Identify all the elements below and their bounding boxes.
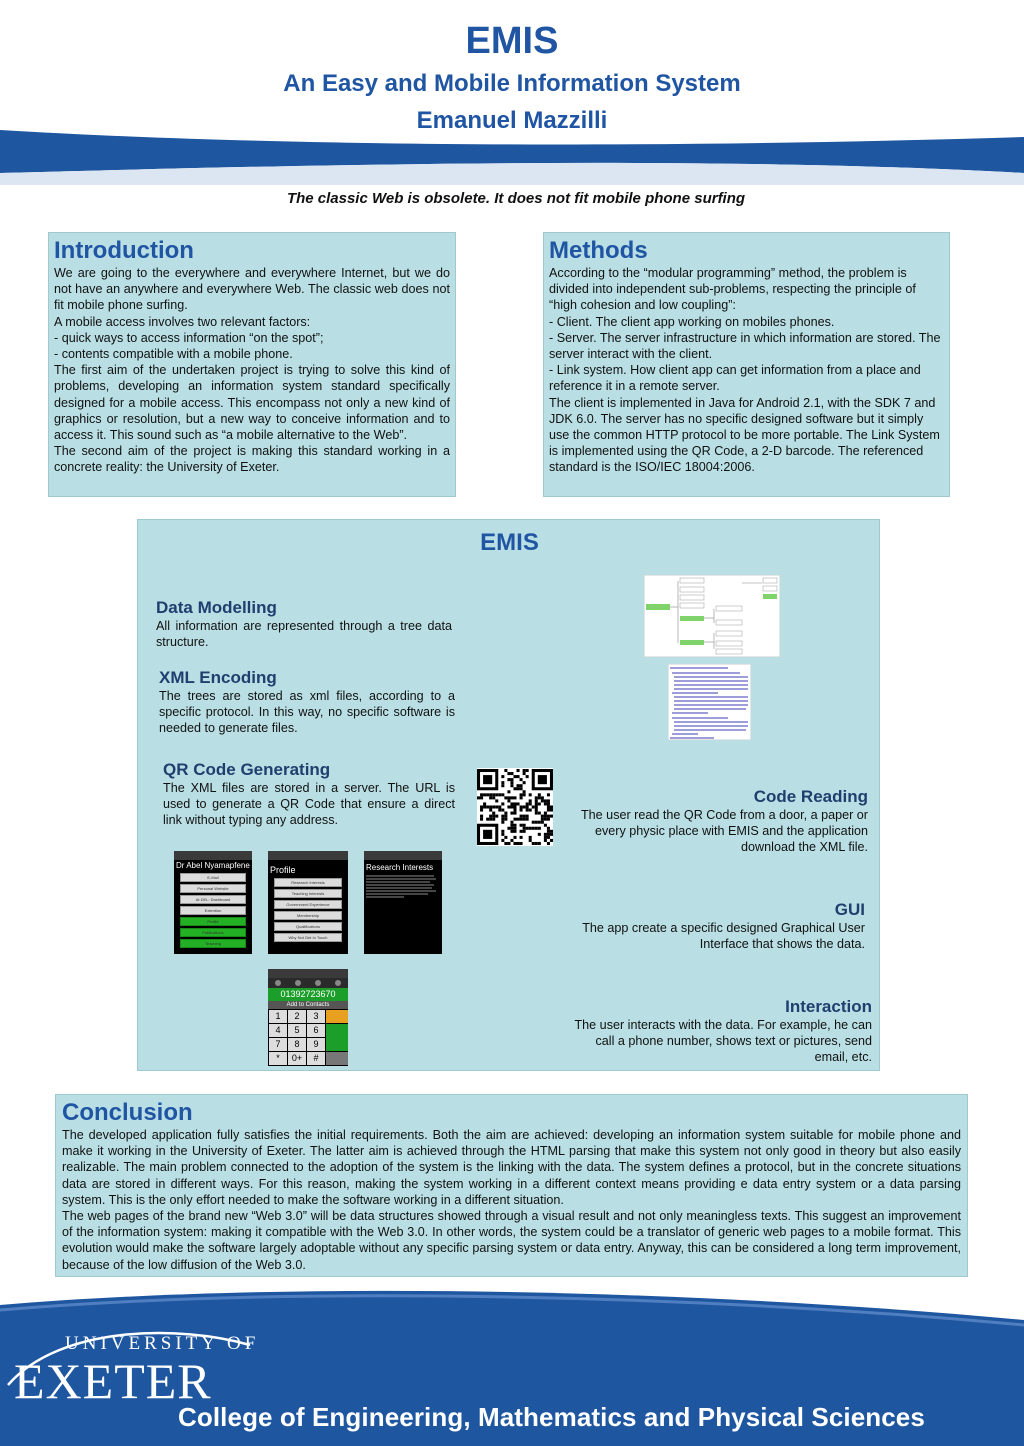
interaction-block bbox=[571, 997, 872, 1065]
introduction-paragraph: - quick ways to access information “on the spot”; bbox=[54, 330, 324, 345]
phone-screenshot-research bbox=[364, 851, 442, 954]
methods-paragraph: - Link system. How client app can get information from a place and reference it in a remote server. bbox=[549, 363, 921, 394]
qr-generating-block bbox=[163, 760, 455, 828]
emis-heading: EMIS bbox=[480, 529, 539, 556]
phone-screen-title: Research Interests bbox=[366, 863, 434, 872]
poster-tagline: The classic Web is obsolete. It does not fit mobile phone surfing bbox=[286, 190, 746, 207]
qr-generating-text: The XML files are stored in a server. The URL is used to generate a QR Code that ensure a direct link without typing any address. bbox=[163, 781, 455, 827]
xml-encoding-heading: XML Encoding bbox=[159, 668, 277, 687]
interaction-heading: Interaction bbox=[785, 997, 872, 1016]
add-to-contacts-button: Add to Contacts bbox=[268, 1001, 348, 1009]
qr-generating-heading: QR Code Generating bbox=[163, 760, 331, 779]
poster-title: EMIS bbox=[465, 20, 559, 62]
phone-menu-button: Personal Website bbox=[180, 884, 246, 893]
footer-exeter-logo-text: EXETER bbox=[14, 1353, 212, 1409]
gui-block bbox=[565, 900, 865, 952]
dialer-key: 6 bbox=[307, 1024, 325, 1037]
phone-tab-icon bbox=[275, 980, 281, 986]
phone-text-block bbox=[364, 873, 442, 903]
phone-menu-button: Teaching Interests bbox=[274, 889, 342, 898]
conclusion-paragraph: The web pages of the brand new “Web 3.0” will be data structures showed through a visual result and not only meaningless texts. This suggest an improvement of the information system: making it compatible with the Web 3.0. In other words, the system could be a translator of generic web pages to a mobile format. This evolution would make the software largely adoptable without any specific parsing system or data entry. Anyway, this can be considered a long term improvement, because of the low diffusion of the Web 3.0. bbox=[62, 1209, 961, 1272]
methods-section bbox=[543, 232, 950, 497]
phone-screenshot-profile bbox=[268, 851, 348, 954]
xml-encoding-block bbox=[159, 668, 455, 736]
phone-menu-button: Publications bbox=[180, 928, 246, 937]
tree-diagram-figure bbox=[644, 575, 780, 657]
xml-encoding-text: The trees are stored as xml files, according to a specific protocol. In this way, no specific software is needed to generate files. bbox=[159, 689, 455, 735]
poster-subtitle: An Easy and Mobile Information System bbox=[283, 70, 741, 97]
star-tab-icon bbox=[315, 980, 321, 986]
conclusion-paragraph: The developed application fully satisfies the initial requirements. Both the aim are achieved: developing an information system suitable for mobile phone and make it working in the University of Exeter. The latter aim is achieved through the HTML parsing that make this system not only good in theory but also easily realizable. The main problem connected to the adoption of the system is the linking with the data. The system defines a protocol, but in the concrete situations data are stored in different ways. For this reason, making the system working in a different context means providing e data entry system or a data parsing system. This is the only effort needed to make the software working in a different situation. bbox=[62, 1128, 961, 1207]
dialer-key: 1 bbox=[269, 1010, 287, 1023]
contacts-tab-icon bbox=[335, 980, 341, 986]
phone-menu-button: Membership bbox=[274, 911, 342, 920]
phone-menu-button: Government Experience bbox=[274, 900, 342, 909]
conclusion-section bbox=[55, 1094, 968, 1277]
dialer-key: * bbox=[269, 1052, 287, 1065]
methods-paragraph: - Server. The server infrastructure in which information are stored. The server interact with the client. bbox=[549, 330, 941, 362]
clock-tab-icon bbox=[295, 980, 301, 986]
qr-code-image bbox=[477, 768, 553, 846]
data-modelling-block bbox=[156, 598, 452, 650]
dialer-key: 7 bbox=[269, 1038, 287, 1051]
phone-screenshot-contact bbox=[174, 851, 252, 954]
phone-menu-button: Qualifications bbox=[274, 922, 342, 931]
dialer-key: 3 bbox=[307, 1010, 325, 1023]
header-wave-decoration bbox=[0, 125, 1024, 185]
phone-menu-button: Teaching bbox=[180, 939, 246, 948]
dialer-key: 8 bbox=[288, 1038, 306, 1051]
phone-screenshot-dialer bbox=[268, 969, 348, 1066]
delete-icon bbox=[326, 1052, 348, 1065]
voicemail-icon bbox=[326, 1010, 348, 1023]
dialer-key: 9 bbox=[307, 1038, 325, 1051]
code-reading-heading: Code Reading bbox=[753, 787, 868, 806]
footer-college-name: College of Engineering, Mathematics and Physical Sciences bbox=[178, 1402, 925, 1432]
data-modelling-heading: Data Modelling bbox=[156, 598, 277, 617]
phone-menu-button: Research Interests bbox=[274, 878, 342, 887]
phone-menu-button: E-Mail bbox=[180, 873, 246, 882]
interaction-text: The user interacts with the data. For example, he can call a phone number, shows text or pictures, send email, etc. bbox=[574, 1018, 872, 1064]
call-icon bbox=[326, 1024, 348, 1051]
gui-text: The app create a specific designed Graphical User Interface that shows the data. bbox=[582, 921, 865, 951]
dialer-key: # bbox=[307, 1052, 325, 1065]
dialer-key: 0+ bbox=[288, 1052, 306, 1065]
emis-section bbox=[137, 519, 880, 1071]
methods-paragraph: According to the “modular programming” method, the problem is divided into independent sub-problems, respecting the principle of “high cohesion and low coupling”: bbox=[549, 266, 916, 313]
introduction-paragraph: We are going to the everywhere and everywhere Internet, but we do not have an anywhere and everywhere Web. The classic web does not fit mobile phone surfing. bbox=[54, 266, 450, 313]
poster-author: Emanuel Mazzilli bbox=[416, 107, 608, 134]
phone-menu-button: At DEL: Dashboard bbox=[180, 895, 246, 904]
introduction-paragraph: A mobile access involves two relevant factors: bbox=[54, 314, 311, 329]
introduction-heading: Introduction bbox=[54, 237, 194, 264]
code-reading-text: The user read the QR Code from a door, a paper or every physic place with EMIS and the application download the XML file. bbox=[580, 808, 868, 854]
dialer-number: 01392723670 bbox=[268, 988, 348, 1001]
introduction-paragraph: - contents compatible with a mobile phone. bbox=[54, 347, 293, 362]
data-modelling-text: All information are represented through a tree data structure. bbox=[156, 619, 452, 649]
xml-code-figure bbox=[668, 664, 751, 740]
phone-menu-button: Why Not Get In Touch bbox=[274, 933, 342, 942]
methods-heading: Methods bbox=[549, 237, 648, 264]
footer-university-label: UNIVERSITY OF bbox=[65, 1333, 260, 1354]
introduction-paragraph: The second aim of the project is making this standard working in a concrete reality: the University of Exeter. bbox=[54, 444, 450, 475]
dialer-tabs bbox=[268, 978, 348, 988]
dialer-key: 5 bbox=[288, 1024, 306, 1037]
phone-screen-title: Profile bbox=[270, 865, 296, 875]
gui-heading: GUI bbox=[834, 900, 865, 919]
methods-paragraph: The client is implemented in Java for Android 2.1, with the SDK 7 and JDK 6.0. The server has no specific designed software but it simply use the common HTTP protocol to be more portable. The Link System is implemented using the QR Code, a 2-D barcode. The referenced standard is the ISO/IEC 18004:2006. bbox=[549, 395, 940, 475]
dialer-key: 4 bbox=[269, 1024, 287, 1037]
introduction-paragraph: The first aim of the undertaken project is trying to solve this kind of problems, developing an information system standard specifically designed for a mobile access. This encompass not only a new kind of graphics or resolution, but a new way to conceive information and to access it. This sound such as “a mobile alternative to the Web”. bbox=[54, 363, 450, 443]
phone-screen-title: Dr Abel Nyamapfene bbox=[176, 861, 250, 870]
code-reading-block bbox=[568, 787, 868, 855]
phone-menu-button: Extention bbox=[180, 906, 246, 915]
dialer-keypad bbox=[268, 1009, 326, 1066]
phone-menu-button: Profile bbox=[180, 917, 246, 926]
conclusion-heading: Conclusion bbox=[62, 1099, 193, 1126]
introduction-section bbox=[48, 232, 456, 497]
dialer-key: 2 bbox=[288, 1010, 306, 1023]
methods-paragraph: - Client. The client app working on mobiles phones. bbox=[549, 314, 835, 329]
